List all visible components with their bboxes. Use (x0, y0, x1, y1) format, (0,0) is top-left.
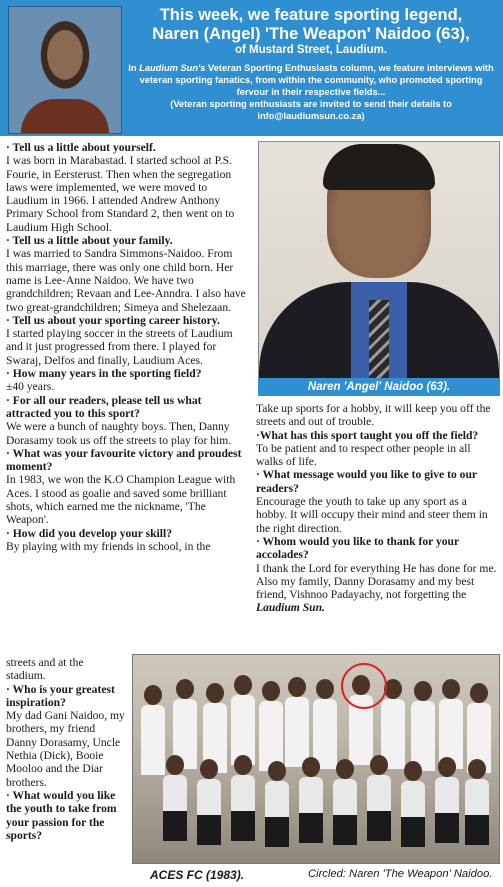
team-player-figure (259, 681, 283, 771)
question: · What would you like the youth to take from your passion for the sports? (6, 788, 117, 842)
publication-name: Laudium Sun. (256, 601, 325, 615)
answer: I was born in Marabastad. I started school at P.S. Fourie, in Eersterust. Then when the segregation laws were implemented, we were moved to Laudium in 1966. I attended Andrew Anthony Primary School from Standard 2, then went on to Laudium High School. (6, 154, 235, 234)
question: ·What has this sport taught you off the field? (256, 428, 479, 442)
question: · Tell us a little about yourself. (6, 141, 156, 154)
question: · Tell us a little about your family. (6, 234, 173, 248)
answer: I started playing soccer in the streets of Laudium and it just progressed from there. I played for Swaraj, Delfos and finally, Laudium Aces. (6, 327, 233, 367)
interview-left-column (6, 141, 248, 553)
interview-right-column (256, 402, 498, 615)
team-player-figure (163, 755, 187, 841)
answer: We were a bunch of naughty boys. Then, Danny Dorasamy took us off the streets to play for him. (6, 420, 232, 447)
team-player-figure (265, 761, 289, 847)
team-player-figure (401, 761, 425, 847)
team-player-figure (285, 677, 309, 767)
team-player-figure (299, 757, 323, 843)
headline-line-1: This week, we feature sporting legend, (159, 6, 463, 24)
answer: By playing with my friends in school, in the (6, 539, 211, 553)
answer: ±40 years. (6, 380, 55, 394)
circled-caption: Circled: Naren 'The Weapon' Naidoo. (308, 868, 493, 880)
question: · For all our readers, please tell us what attracted you to this sport? (6, 393, 202, 420)
answer: I thank the Lord for everything He has done for me. Also my family, Danny Dorasamy and my best friend, Vishnoo Padayachy, not forgetting the Laudium Sun. (256, 561, 497, 615)
team-player-figure (435, 757, 459, 843)
header-banner (0, 0, 503, 136)
team-player-figure (367, 755, 391, 841)
portrait-photo (258, 141, 500, 379)
question: · Tell us about your sporting career history. (6, 313, 220, 327)
team-player-figure (465, 759, 489, 845)
team-player-figure (411, 681, 435, 771)
invite-text: (Veteran sporting enthusiasts are invited to send their details to info@laudiumsun.co.za) (170, 99, 452, 121)
team-player-figure (197, 759, 221, 845)
team-photo (132, 654, 500, 864)
team-player-figure (439, 679, 463, 769)
question: · How many years in the sporting field? (6, 367, 202, 381)
answer: I was married to Sandra Simmons-Naidoo. From this marriage, there was only one child born. Her name is Lee-Anne Naidoo. We have two grandchildren; Revaan and Lee-Anndra. I also have two great-grandchildren; Simeya and Shelezaan. (6, 247, 246, 314)
question: · Who is your greatest inspiration? (6, 682, 115, 709)
answer: streets and at the stadium. (6, 656, 84, 683)
headline (126, 6, 496, 44)
answer: Encourage the youth to take up any sport as a hobby. It will occupy their mind and steer them in the right direction. (256, 495, 488, 535)
intro-text: In Laudium Sun's Veteran Sporting Enthusiasts column, we feature interviews with veteran sporting fanatics, from within the community, who promoted sporting fervour in their respective fields... (Veteran sporting enthusiasts are invited to send their details to info@laudiumsun.co.za) (128, 63, 494, 121)
header-portrait-photo (8, 6, 122, 134)
headline-subtitle: of Mustard Street, Laudium. (234, 44, 388, 56)
team-player-figure (231, 755, 255, 841)
interview-bottom-column (6, 656, 126, 842)
question: · Whom would you like to thank for your accolades? (256, 534, 459, 562)
question: · How did you develop your skill? (6, 526, 173, 540)
team-player-figure (141, 685, 165, 775)
answer: Take up sports for a hobby, it will keep you off the streets and out of trouble. (256, 402, 491, 429)
highlight-circle (341, 663, 387, 709)
team-player-figure (231, 675, 255, 765)
portrait-caption: Naren 'Angel' Naidoo (63). (258, 378, 500, 396)
headline-line-2: Naren (Angel) 'The Weapon' Naidoo (63), (152, 25, 470, 43)
answer: To be patient and to respect other people in all walks of life. (256, 441, 471, 469)
question: · What was your favourite victory and proudest moment? (6, 446, 242, 474)
team-player-figure (313, 679, 337, 769)
team-photo-caption: ACES FC (1983). (150, 868, 245, 882)
publication-name: Laudium Sun's (139, 63, 206, 73)
answer: My dad Gani Naidoo, my brothers, my friend Danny Dorasamy, Uncle Nethia (Dick), Booie Mooloo and the Diar brothers. (6, 709, 125, 789)
answer: In 1983, we won the K.O Champion League with Aces. I stood as goalie and saved some brilliant shots, which earned me the nickname, 'The Weapon'. (6, 473, 236, 527)
team-player-figure (333, 759, 357, 845)
question: · What message would you like to give to our readers? (256, 468, 477, 495)
